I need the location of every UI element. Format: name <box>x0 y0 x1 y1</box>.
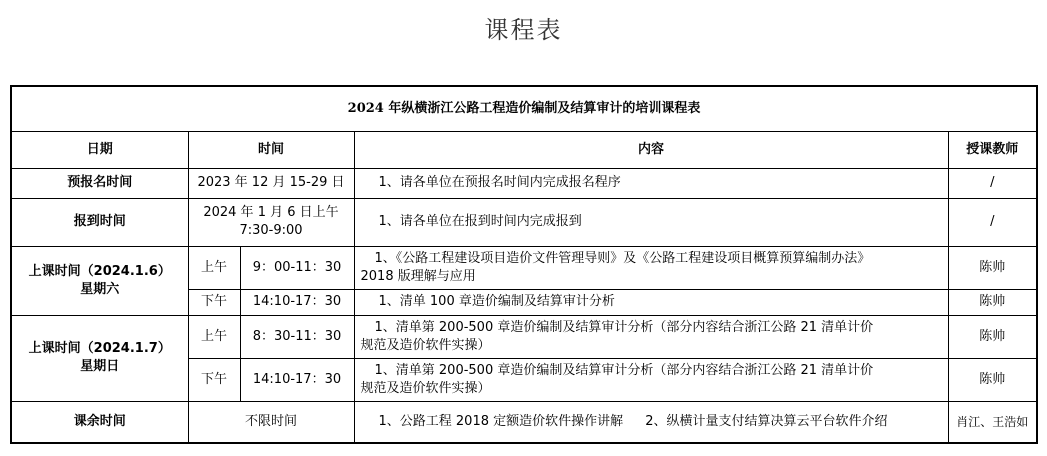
row-content <box>354 401 948 443</box>
table-row <box>11 315 1037 358</box>
row-label: 预报名时间 <box>11 168 188 198</box>
period-cell: 下午 <box>188 358 240 401</box>
label-line: 上课时间（2024.1.6） <box>28 263 171 279</box>
time-cell: 14:10-17：30 <box>240 289 354 315</box>
content-line: 1、请各单位在报到时间内完成报到 <box>378 214 582 229</box>
header-teacher: 授课教师 <box>948 131 1037 168</box>
row-teacher: / <box>948 198 1037 246</box>
row-time <box>188 198 354 246</box>
row-label: 报到时间 <box>11 198 188 246</box>
row-label <box>11 315 188 401</box>
time-line: 7:30-9:00 <box>239 223 303 238</box>
header-content: 内容 <box>354 131 948 168</box>
row-content <box>354 168 948 198</box>
period-cell: 上午 <box>188 246 240 289</box>
row-content <box>354 289 948 315</box>
content-line: 规范及造价软件实操） <box>360 380 491 396</box>
row-content <box>354 246 948 289</box>
time-cell: 9：00-11：30 <box>240 246 354 289</box>
label-line: 上课时间（2024.1.7） <box>28 341 171 356</box>
content-line: 1、清单第 200-500 章造价编制及结算审计分析（部分内容结合浙江公路 21 清单计价 <box>374 362 874 378</box>
content-line: 2、纵横计量支付结算决算云平台软件介绍 <box>645 413 888 429</box>
label-line: 星期六 <box>80 281 120 297</box>
caption-row <box>11 86 1037 131</box>
content-line: 1、公路工程 2018 定额造价软件操作讲解 <box>378 413 624 429</box>
label-line: 星期日 <box>80 359 120 374</box>
content-line: 1、请各单位在预报名时间内完成报名程序 <box>378 175 621 190</box>
row-teacher: 肖江、王浩如 <box>948 401 1037 443</box>
header-date: 日期 <box>11 131 188 168</box>
table-caption: 2024 年纵横浙江公路工程造价编制及结算审计的培训课程表 <box>11 86 1037 131</box>
row-label: 课余时间 <box>11 401 188 443</box>
table-row <box>11 168 1037 198</box>
table-row <box>11 246 1037 289</box>
content-line: 规范及造价软件实操） <box>360 337 491 353</box>
content-line: 1、清单第 200-500 章造价编制及结算审计分析（部分内容结合浙江公路 21 清单计价 <box>374 319 874 335</box>
table-row <box>11 401 1037 443</box>
period-cell: 上午 <box>188 315 240 358</box>
row-teacher: 陈帅 <box>948 289 1037 315</box>
period-cell: 下午 <box>188 289 240 315</box>
header-time: 时间 <box>188 131 354 168</box>
row-time: 2023 年 12 月 15-29 日 <box>188 168 354 198</box>
content-line: 1、《公路工程建设项目造价文件管理导则》及《公路工程建设项目概算预算编制办法》 <box>374 250 871 266</box>
row-time: 不限时间 <box>188 401 354 443</box>
content-line: 1、清单 100 章造价编制及结算审计分析 <box>378 294 615 309</box>
row-content <box>354 198 948 246</box>
schedule-table <box>10 85 1038 444</box>
page-title: 课程表 <box>484 16 563 44</box>
row-teacher: 陈帅 <box>948 358 1037 401</box>
row-label <box>11 246 188 315</box>
row-teacher: 陈帅 <box>948 315 1037 358</box>
table-row <box>11 198 1037 246</box>
row-teacher: 陈帅 <box>948 246 1037 289</box>
content-line: 2018 版理解与应用 <box>360 268 476 284</box>
row-teacher: / <box>948 168 1037 198</box>
row-content <box>354 315 948 358</box>
time-cell: 8：30-11：30 <box>240 315 354 358</box>
time-line: 2024 年 1 月 6 日上午 <box>203 205 339 220</box>
header-row <box>11 131 1037 168</box>
row-content <box>354 358 948 401</box>
time-cell: 14:10-17：30 <box>240 358 354 401</box>
